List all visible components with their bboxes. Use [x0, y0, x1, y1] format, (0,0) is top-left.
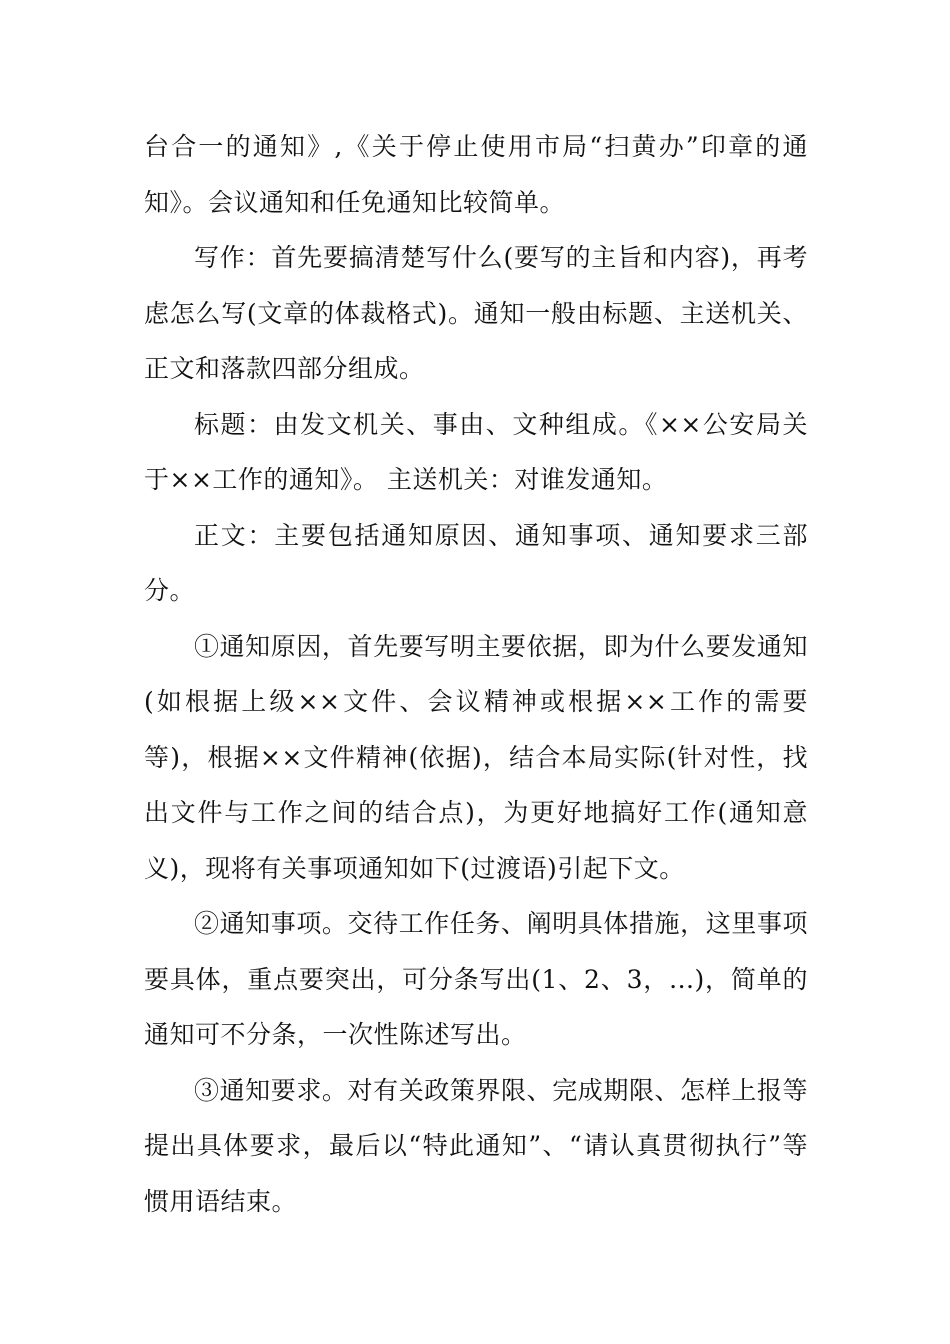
paragraph-6: ②通知事项。交待工作任务、阐明具体措施，这里事项要具体，重点要突出，可分条写出(1、2、3，...)，简单的通知可不分条，一次性陈述写出。: [144, 909, 808, 1049]
paragraph-1: 台合一的通知》,《关于停止使用市局“扫黄办”印章的通知》。会议通知和任免通知比较简单。: [144, 132, 808, 217]
paragraph-2: 写作：首先要搞清楚写什么(要写的主旨和内容)，再考虑怎么写(文章的体裁格式)。通知一般由标题、主送机关、正文和落款四部分组成。: [144, 243, 808, 383]
paragraph-7: ③通知要求。对有关政策界限、完成期限、怎样上报等提出具体要求，最后以“特此通知”、“请认真贯彻执行”等惯用语结束。: [144, 1075, 808, 1216]
paragraph-3: 标题：由发文机关、事由、文种组成。《××公安局关于××工作的通知》。 主送机关：对谁发通知。: [144, 409, 808, 494]
paragraph-5: ①通知原因，首先要写明主要依据，即为什么要发通知(如根据上级××文件、会议精神或根据××工作的需要等)，根据××文件精神(依据)，结合本局实际(针对性，找出文件与工作之间的结合点)，为更好地搞好工作(通知意义)，现将有关事项通知如下(过渡语)引起下文。: [144, 631, 808, 883]
document-body: [144, 119, 808, 1229]
paragraph-4: 正文：主要包括通知原因、通知事项、通知要求三部分。: [144, 520, 808, 605]
